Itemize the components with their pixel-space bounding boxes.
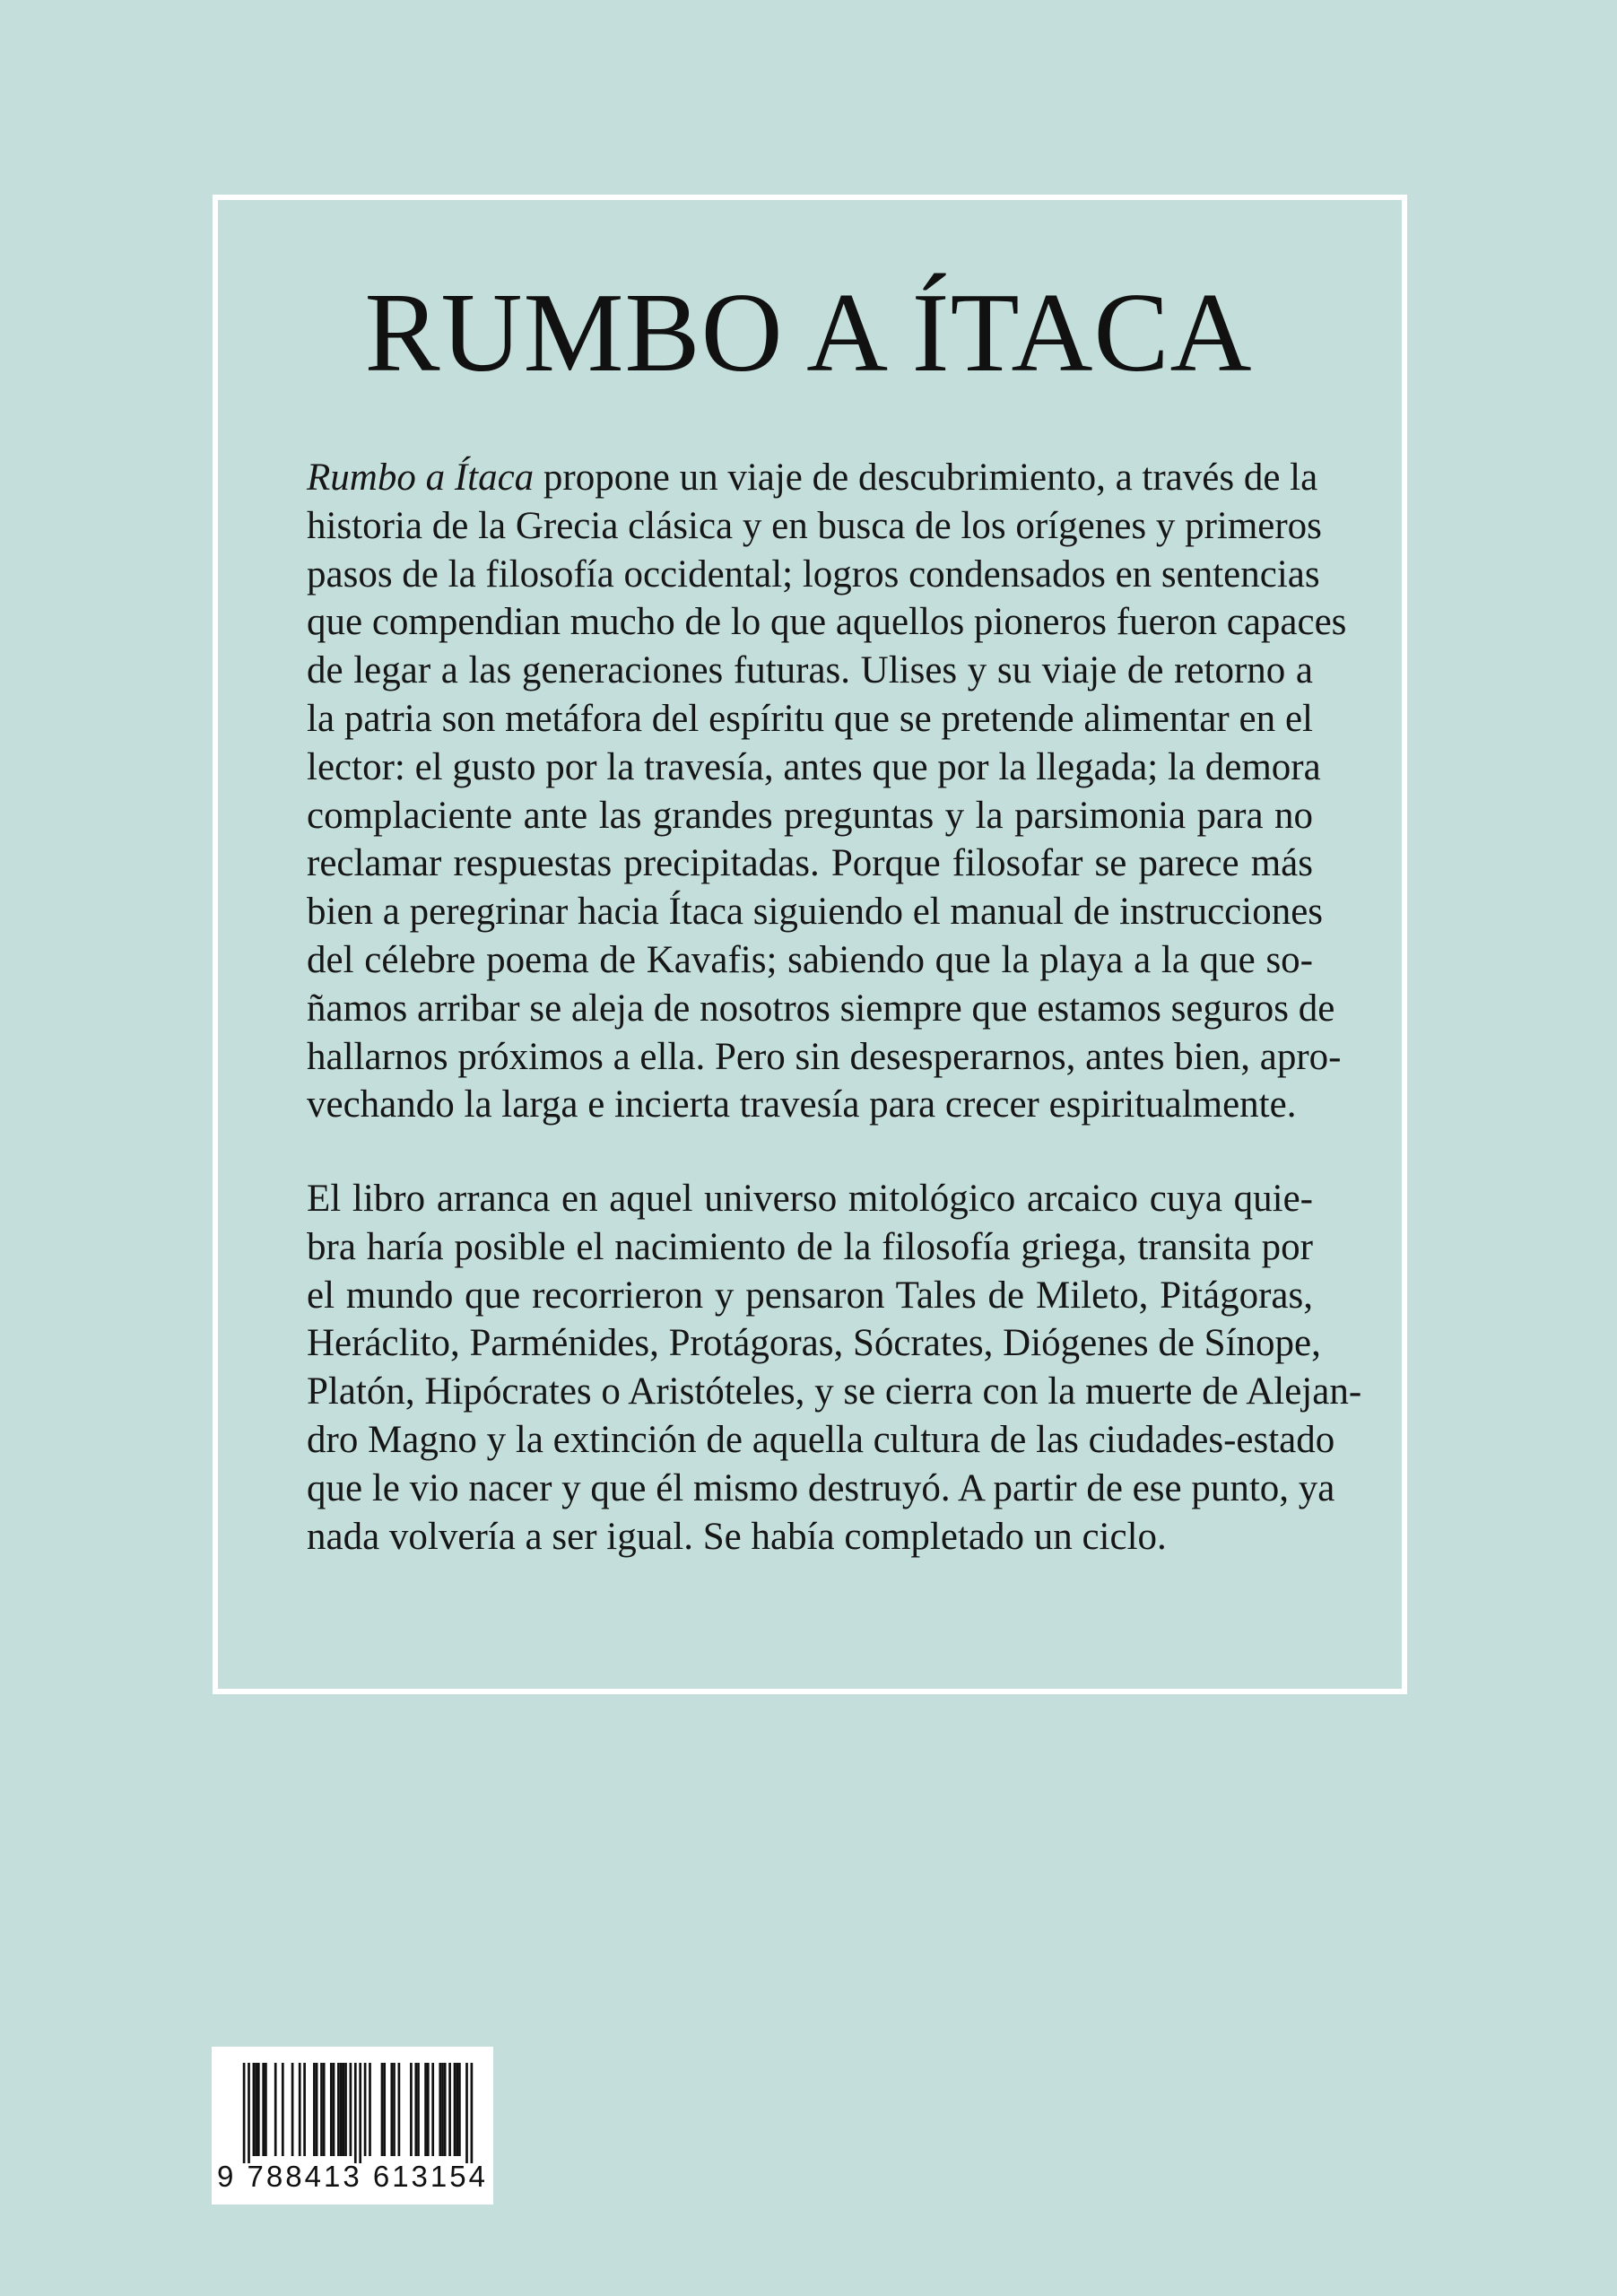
barcode-bar [340,2063,343,2156]
barcode-bar [291,2063,294,2156]
barcode-bar [253,2063,256,2156]
book-title-italic: Rumbo a Ítaca [307,457,535,499]
barcode-bar [303,2063,306,2156]
barcode-bar [431,2063,434,2156]
barcode-bar [444,2063,447,2156]
barcode-bar [381,2063,384,2156]
barcode-bar [342,2063,344,2156]
barcode-bar [323,2063,326,2156]
synopsis-line: Heráclito, Parménides, Protágoras, Sócrates, Diógenes de Sínope, [307,1322,1321,1365]
barcode-bar [359,2063,361,2163]
synopsis-line: dro Magno y la extinción de aquella cultura de las ciudades-estado [307,1418,1335,1461]
synopsis-line: que compendian mucho de lo que aquellos pioneros fueron capaces [307,601,1347,644]
synopsis-line: que le vio nacer y que él mismo destruyó. A partir de ese punto, ya [307,1466,1335,1509]
synopsis-line: del célebre poema de Kavafis; sabiendo que la playa a la que so- [307,938,1313,981]
barcode-bar [333,2063,335,2156]
isbn-barcode [212,2047,493,2205]
barcode-bar [383,2063,386,2156]
synopsis-paragraph-2 [307,1175,1362,1561]
barcode-bar [414,2063,417,2156]
synopsis-line: El libro arranca en aquel universo mitológico arcaico cuya quie- [307,1178,1313,1220]
barcode-bar [465,2063,468,2163]
synopsis-line: Platón, Hipócrates o Aristóteles, y se cierra con la muerte de Alejan- [307,1370,1362,1413]
synopsis-line: vechando la larga e incierta travesía para crecer espiritualmente. [307,1083,1297,1126]
barcode-bar [424,2063,427,2156]
barcode-bar [417,2063,420,2156]
barcode-bar [427,2063,430,2156]
barcode-bar [354,2063,357,2163]
barcode-bar [398,2063,401,2156]
synopsis-line: el mundo que recorrieron y pensaron Tales de Mileto, Pitágoras, [307,1274,1313,1317]
synopsis-line: historia de la Grecia clásica y en busca de los orígenes y primeros [307,504,1322,547]
barcode-bars [212,2047,493,2163]
synopsis-line: bra haría posible el nacimiento de la filosofía griega, transita por [307,1225,1313,1268]
barcode-bar [454,2063,456,2156]
synopsis-line: la patria son metáfora del espíritu que se pretende alimentar en el [307,697,1313,740]
barcode-bar [344,2063,347,2156]
barcode-bar [243,2063,246,2163]
barcode-bar [316,2063,318,2156]
barcode-bar [248,2063,250,2163]
barcode-bar [265,2063,267,2156]
barcode-bar [337,2063,340,2156]
book-title: RUMBO A ÍTACA [364,271,1253,396]
barcode-bar [393,2063,396,2156]
barcode-bar [274,2063,277,2156]
barcode-bar [410,2063,413,2156]
barcode-bar [441,2063,444,2156]
synopsis-line: lector: el gusto por la travesía, antes que por la llegada; la demora [307,745,1321,788]
barcode-bar [282,2063,284,2156]
synopsis-line: pasos de la filosofía occidental; logros condensados en sentencias [307,552,1320,596]
barcode-bar [458,2063,461,2156]
barcode-bar [439,2063,441,2156]
barcode-bar [471,2063,474,2163]
barcode-bar [299,2063,301,2156]
synopsis-line: hallarnos próximos a ella. Pero sin desesperarnos, antes bien, apro- [307,1035,1342,1078]
barcode-bar [330,2063,333,2156]
barcode-bar [456,2063,458,2156]
barcode-bar [448,2063,451,2156]
synopsis-line: bien a peregrinar hacia Ítaca siguiendo el manual de instrucciones [307,891,1324,934]
synopsis-line: Rumbo a Ítaca propone un viaje de descubrimiento, a través de la [307,457,1318,499]
synopsis-paragraph-1 [307,454,1347,1129]
isbn-number: 9 788413 613154 [217,2160,488,2193]
barcode-bar [313,2063,316,2156]
synopsis-line: complaciente ante las grandes preguntas y la parsimonia para no [307,794,1313,837]
barcode-bar [364,2063,367,2156]
barcode-bar [369,2063,371,2156]
barcode-bar [257,2063,260,2156]
synopsis-line: nada volvería a ser igual. Se había completado un ciclo. [307,1515,1167,1558]
barcode-bar [390,2063,393,2156]
barcode-bar [350,2063,352,2156]
synopsis-line: reclamar respuestas precipitadas. Porque filosofar se parece más [307,842,1313,885]
barcode-bar [262,2063,265,2156]
synopsis-line: ñamos arribar se aleja de nosotros siempre que estamos seguros de [307,987,1335,1030]
synopsis-line: de legar a las generaciones futuras. Ulises y su viaje de retorno a [307,649,1313,692]
barcode-bar [255,2063,257,2156]
barcode-bar [320,2063,323,2156]
